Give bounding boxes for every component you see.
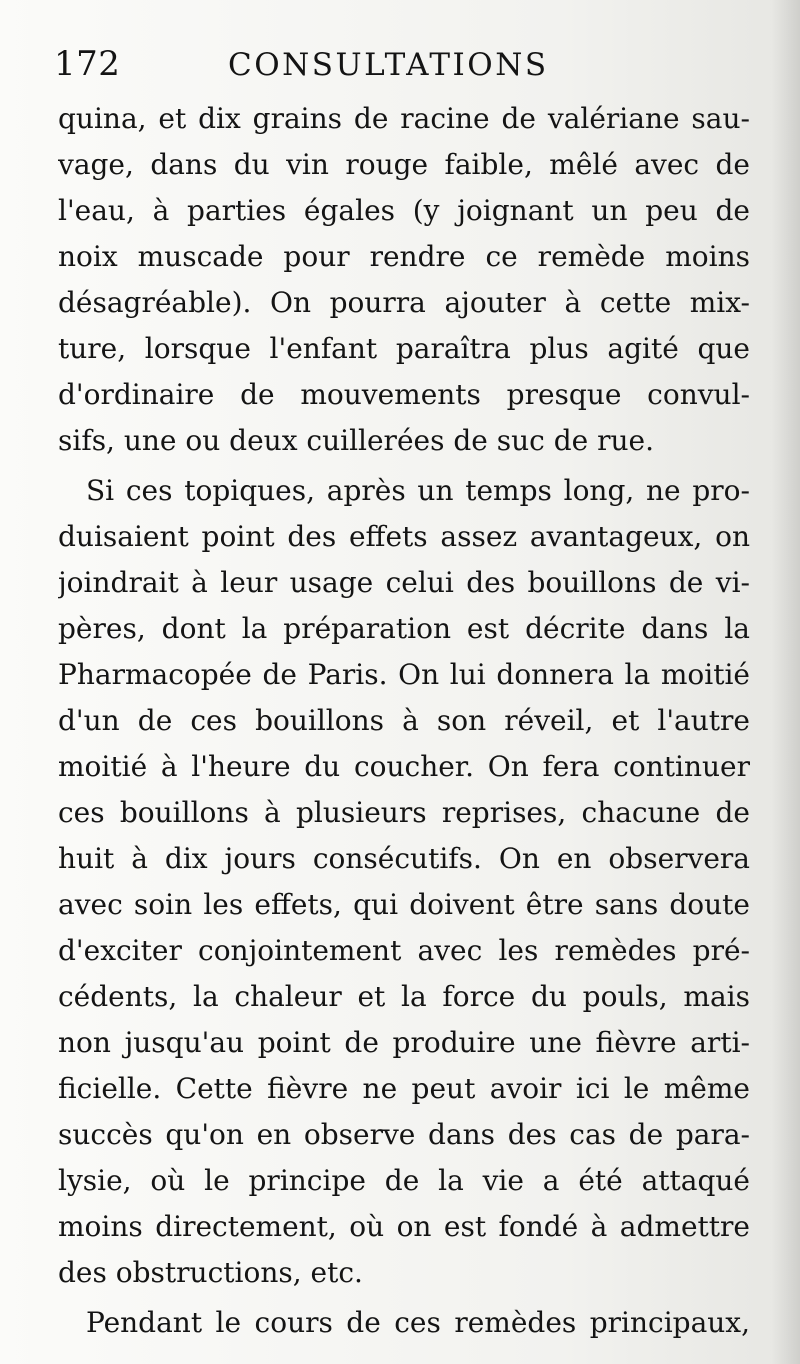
text-line: d'ordinaire de mouvements presque convul- xyxy=(58,378,750,411)
text-line: avec soin les effets, qui doivent être sans doute xyxy=(58,888,750,921)
text-line: non jusqu'au point de produire une fièvre arti- xyxy=(58,1026,750,1059)
text-line: cédents, la chaleur et la force du pouls, mais xyxy=(58,980,750,1013)
page-header xyxy=(54,42,754,86)
text-line: ficielle. Cette fièvre ne peut avoir ici le même xyxy=(58,1072,750,1105)
text-line: ces bouillons à plusieurs reprises, chacune de xyxy=(58,796,750,829)
text-line: moitié à l'heure du coucher. On fera continuer xyxy=(58,750,750,783)
page-number: 172 xyxy=(54,44,121,84)
text-line: huit à dix jours consécutifs. On en observera xyxy=(58,842,750,875)
text-line: d'un de ces bouillons à son réveil, et l'autre xyxy=(58,704,750,737)
body-text xyxy=(58,96,750,1346)
text-line: moins directement, où on est fondé à admettre xyxy=(58,1210,750,1243)
text-line: joindrait à leur usage celui des bouillons de vi- xyxy=(58,566,750,599)
text-line: l'eau, à parties égales (y joignant un peu de xyxy=(58,194,750,227)
text-line: sifs, une ou deux cuillerées de suc de rue. xyxy=(58,424,655,457)
text-line: Si ces topiques, après un temps long, ne pro- xyxy=(86,474,750,507)
text-line: vage, dans du vin rouge faible, mêlé avec de xyxy=(58,148,750,181)
text-line: noix muscade pour rendre ce remède moins xyxy=(58,240,750,273)
page-edge-shadow xyxy=(772,0,800,1364)
text-line: ture, lorsque l'enfant paraîtra plus agité que xyxy=(58,332,750,365)
text-line: lysie, où le principe de la vie a été attaqué xyxy=(58,1164,750,1197)
text-line: Pharmacopée de Paris. On lui donnera la moitié xyxy=(58,658,750,691)
text-line: succès qu'on en observe dans des cas de para- xyxy=(58,1118,750,1151)
text-line: des obstructions, etc. xyxy=(58,1256,363,1289)
text-line: duisaient point des effets assez avantageux, on xyxy=(58,520,750,553)
text-line: d'exciter conjointement avec les remèdes pré- xyxy=(58,934,750,967)
text-line: désagréable). On pourra ajouter à cette mix- xyxy=(58,286,750,319)
text-line: quina, et dix grains de racine de valériane sau- xyxy=(58,102,750,135)
running-head: CONSULTATIONS xyxy=(228,47,549,83)
text-line: pères, dont la préparation est décrite dans la xyxy=(58,612,750,645)
text-line: Pendant le cours de ces remèdes principaux, xyxy=(86,1306,750,1339)
